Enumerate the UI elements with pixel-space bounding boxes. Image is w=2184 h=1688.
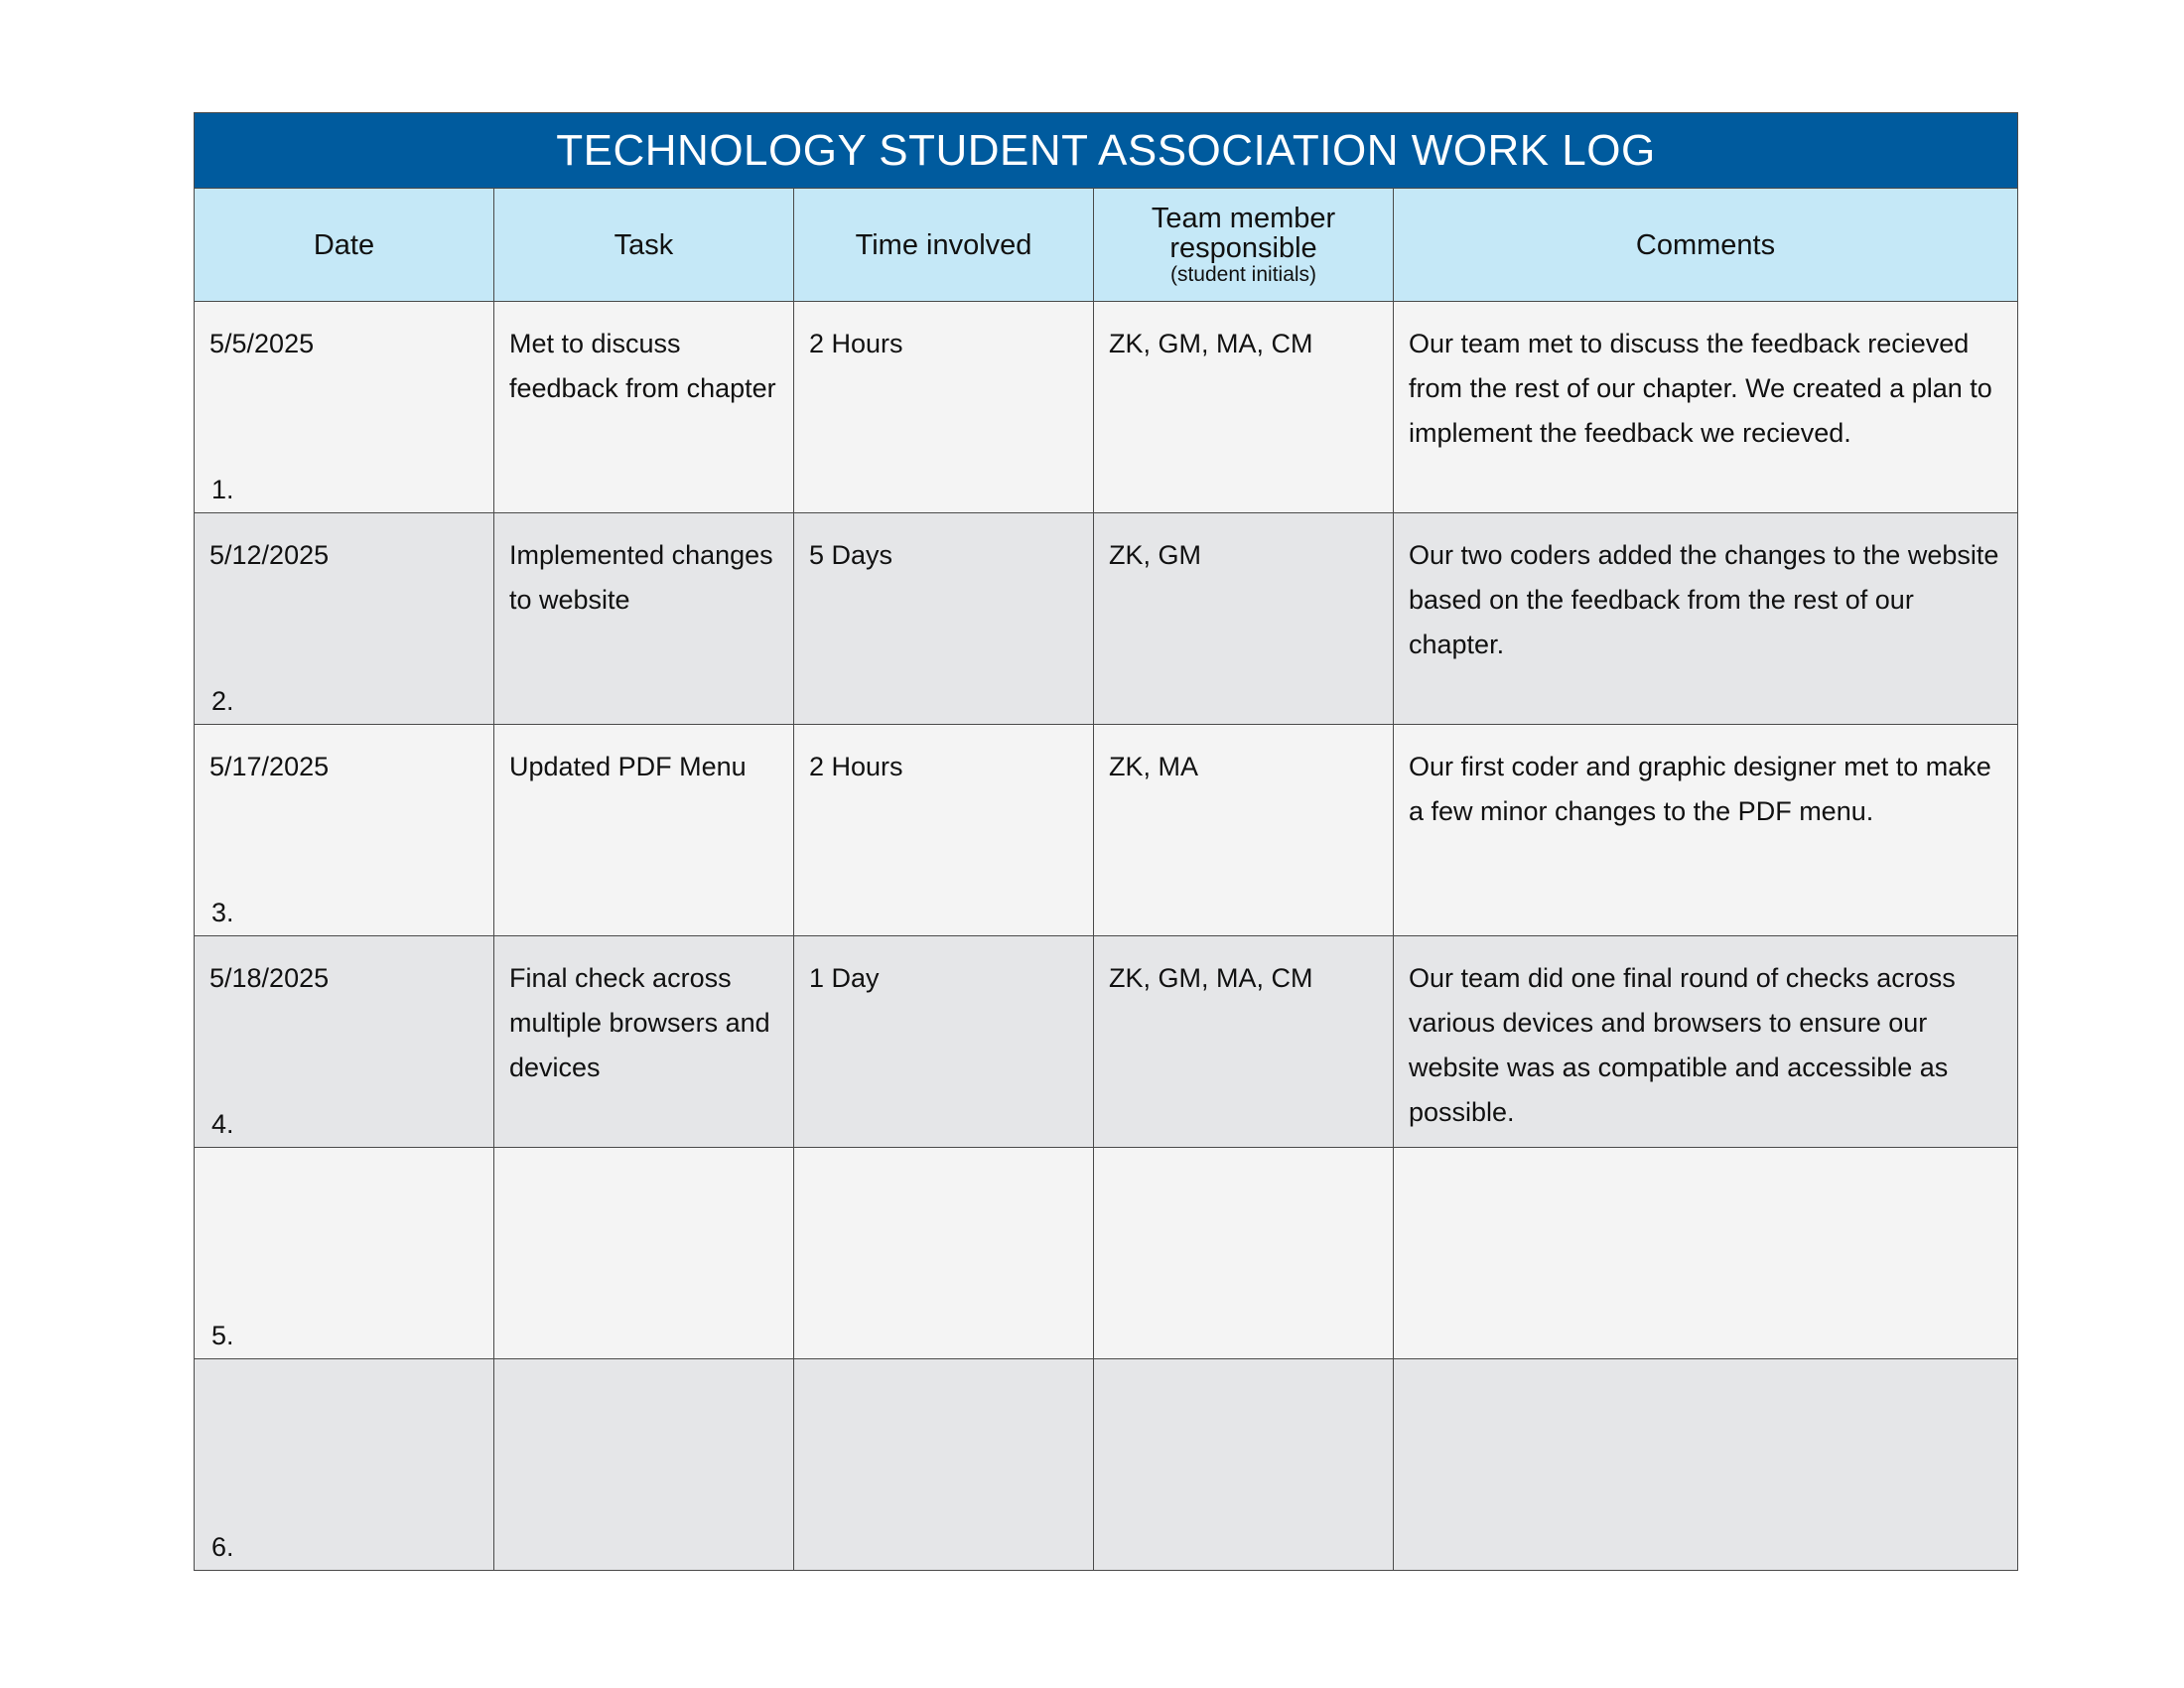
date-cell[interactable] xyxy=(195,936,494,1147)
table-row xyxy=(195,936,2017,1148)
row-number: 2. xyxy=(211,686,234,716)
time-cell[interactable] xyxy=(794,1359,1094,1570)
team-cell[interactable]: ZK, GM, MA, CM xyxy=(1094,936,1394,1147)
header-row xyxy=(195,189,2017,302)
comments-cell[interactable]: Our two coders added the changes to the website based on the feedback from the rest of our chapter. xyxy=(1409,540,1999,659)
date-cell[interactable] xyxy=(195,1359,494,1570)
work-log-table xyxy=(194,112,2018,1571)
table-row xyxy=(195,1359,2017,1570)
task-cell[interactable] xyxy=(494,1148,794,1358)
task-cell[interactable]: Final check across multiple browsers and devices xyxy=(494,936,794,1147)
time-cell[interactable]: 2 Hours xyxy=(794,725,1094,935)
header-comments-label: Comments xyxy=(1635,228,1776,261)
team-cell[interactable] xyxy=(1094,1148,1394,1358)
task-cell[interactable] xyxy=(494,1359,794,1570)
row-number: 5. xyxy=(211,1321,234,1350)
row-number: 6. xyxy=(211,1532,234,1562)
comments-cell[interactable]: Our team met to discuss the feedback recieved from the rest of our chapter. We created a plan to implement the feedback we recieved. xyxy=(1409,329,1992,448)
table-row xyxy=(195,725,2017,936)
comments-cell[interactable]: Our team did one final round of checks across various devices and browsers to ensure our website was as compatible and accessible as possible. xyxy=(1409,963,1956,1127)
header-team-sub: (student initials) xyxy=(1169,262,1317,286)
header-date-label: Date xyxy=(313,228,375,261)
header-comments xyxy=(1394,189,2017,301)
date-cell[interactable] xyxy=(195,725,494,935)
date-value: 5/12/2025 xyxy=(209,540,330,570)
header-date xyxy=(195,189,494,301)
header-time-label: Time involved xyxy=(855,228,1032,261)
header-time xyxy=(794,189,1094,301)
header-task-label: Task xyxy=(614,228,674,261)
row-number: 1. xyxy=(211,475,234,504)
header-team-line2: responsible xyxy=(1169,231,1317,264)
task-cell[interactable]: Updated PDF Menu xyxy=(494,725,794,935)
team-cell[interactable]: ZK, GM xyxy=(1094,513,1394,724)
comments-cell[interactable] xyxy=(1394,1148,2017,1358)
table-row xyxy=(195,1148,2017,1359)
header-task xyxy=(494,189,794,301)
comments-cell[interactable] xyxy=(1394,1359,2017,1570)
date-cell[interactable] xyxy=(195,302,494,512)
task-cell[interactable]: Met to discuss feedback from chapter xyxy=(494,302,794,512)
table-row xyxy=(195,513,2017,725)
time-cell[interactable]: 5 Days xyxy=(794,513,1094,724)
date-value: 5/5/2025 xyxy=(209,329,315,358)
time-cell[interactable]: 2 Hours xyxy=(794,302,1094,512)
task-cell[interactable]: Implemented changes to website xyxy=(494,513,794,724)
row-number: 4. xyxy=(211,1109,234,1139)
date-value: 5/17/2025 xyxy=(209,752,330,781)
table-row xyxy=(195,302,2017,513)
comments-cell[interactable]: Our first coder and graphic designer met to make a few minor changes to the PDF menu. xyxy=(1409,752,1991,826)
row-number: 3. xyxy=(211,898,234,927)
time-cell[interactable]: 1 Day xyxy=(794,936,1094,1147)
date-value: 5/18/2025 xyxy=(209,963,330,993)
work-log-title: TECHNOLOGY STUDENT ASSOCIATION WORK LOG xyxy=(195,113,2017,189)
header-team-line1: Team member xyxy=(1151,202,1336,234)
time-cell[interactable] xyxy=(794,1148,1094,1358)
team-cell[interactable]: ZK, MA xyxy=(1094,725,1394,935)
date-cell[interactable] xyxy=(195,513,494,724)
team-cell[interactable]: ZK, GM, MA, CM xyxy=(1094,302,1394,512)
date-cell[interactable] xyxy=(195,1148,494,1358)
team-cell[interactable] xyxy=(1094,1359,1394,1570)
header-team xyxy=(1094,189,1394,301)
